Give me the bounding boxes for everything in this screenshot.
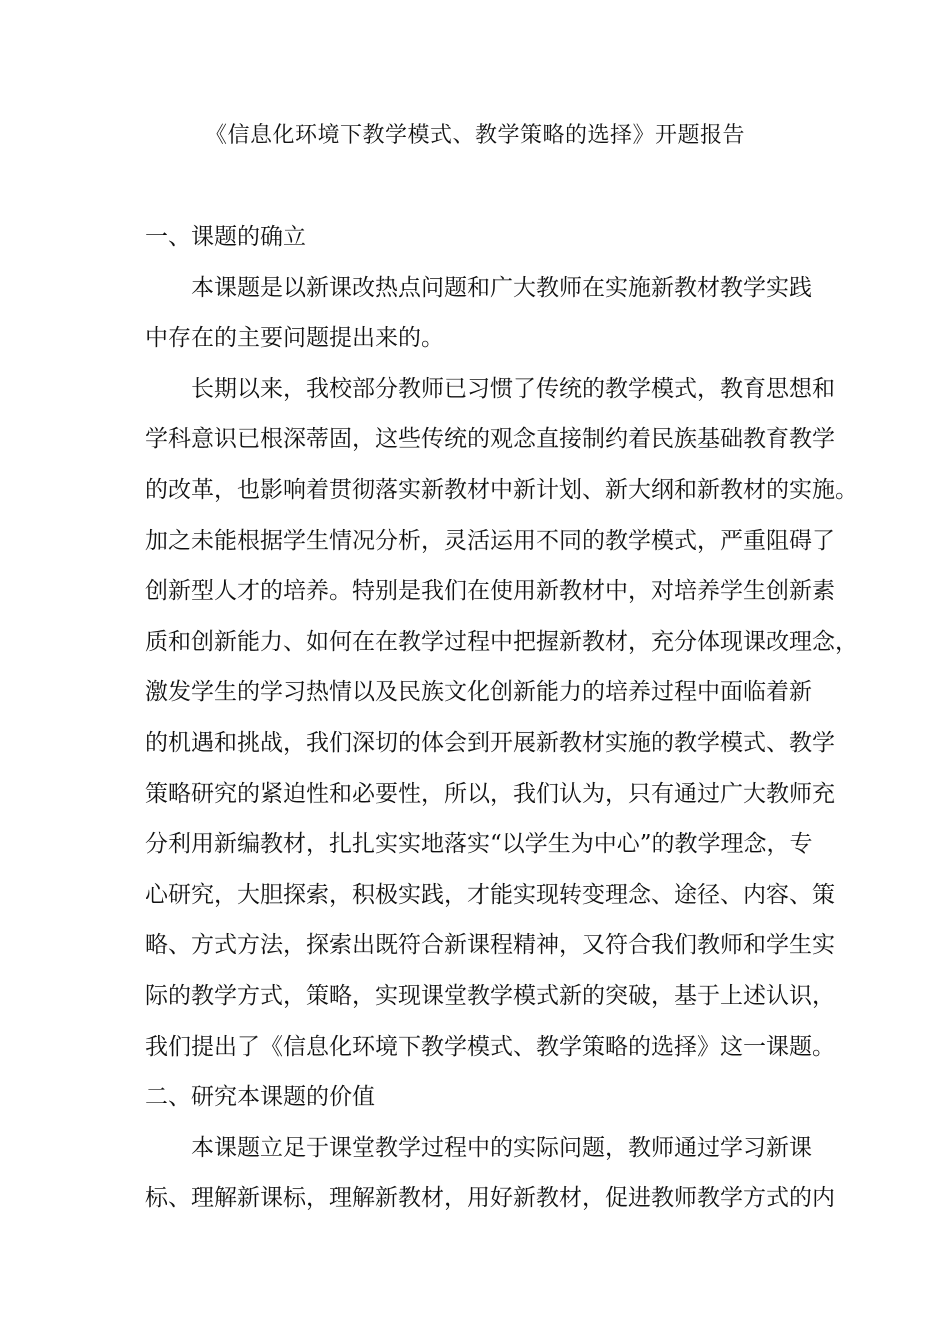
paragraph-line: 心研究，大胆探索，积极实践，才能实现转变理念、途径、内容、策 — [145, 881, 835, 908]
section-heading-1: 一、课题的确立 — [145, 224, 306, 250]
paragraph-line: 分利用新编教材，扎扎实实地落实“以学生为中心”的教学理念，专 — [145, 831, 813, 858]
paragraph-line: 际的教学方式，策略，实现课堂教学模式新的突破，基于上述认识， — [145, 982, 835, 1009]
paragraph-line: 标、理解新课标，理解新教材，用好新教材，促进教师教学方式的内 — [145, 1185, 835, 1212]
paragraph-line: 略、方式方法，探索出既符合新课程精神，又符合我们教师和学生实 — [145, 932, 835, 959]
paragraph-line: 长期以来，我校部分教师已习惯了传统的教学模式，教育思想和 — [191, 375, 835, 402]
paragraph-line: 质和创新能力、如何在在教学过程中把握新教材，充分体现课改理念， — [145, 628, 858, 655]
paragraph-line: 创新型人才的培养。特别是我们在使用新教材中，对培养学生创新素 — [145, 578, 835, 605]
paragraph-line: 中存在的主要问题提出来的。 — [145, 325, 444, 352]
paragraph-line: 我们提出了《信息化环境下教学模式、教学策略的选择》这一课题。 — [145, 1033, 835, 1060]
document-body — [145, 212, 858, 1224]
paragraph-line: 本课题立足于课堂教学过程中的实际问题，教师通过学习新课 — [191, 1134, 812, 1161]
paragraph-line: 学科意识已根深蒂固，这些传统的观念直接制约着民族基础教育教学 — [145, 426, 835, 453]
paragraph-line: 加之未能根据学生情况分析，灵活运用不同的教学模式，严重阻碍了 — [145, 527, 835, 554]
paragraph-line: 本课题是以新课改热点问题和广大教师在实施新教材教学实践 — [191, 274, 812, 301]
document-title: 《信息化环境下教学模式、教学策略的选择》开题报告 — [204, 123, 745, 148]
paragraph-line: 的改革，也影响着贯彻落实新教材中新计划、新大纲和新教材的实施。 — [145, 476, 858, 503]
paragraph-line: 激发学生的学习热情以及民族文化创新能力的培养过程中面临着新 — [145, 679, 812, 706]
section-heading-2: 二、研究本课题的价值 — [145, 1084, 375, 1111]
paragraph-line: 的机遇和挑战，我们深切的体会到开展新教材实施的教学模式、教学 — [145, 729, 835, 756]
paragraph-line: 策略研究的紧迫性和必要性，所以，我们认为，只有通过广大教师充 — [145, 780, 835, 807]
